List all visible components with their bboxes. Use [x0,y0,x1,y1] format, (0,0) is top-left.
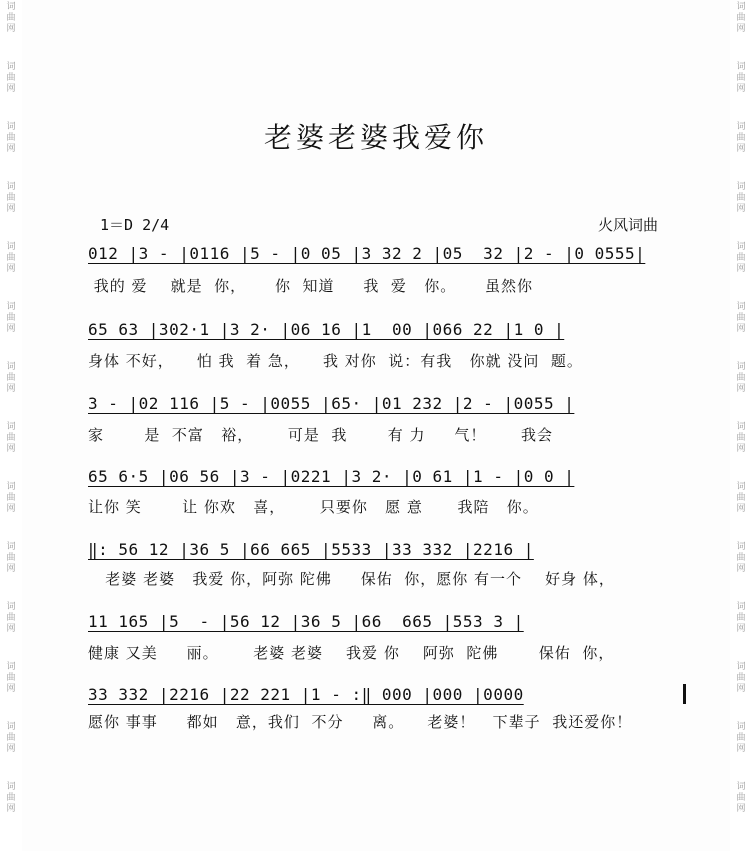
notation-line: 11 165 |5 - |56 12 |36 5 |66 665 |553 3 | [88,612,524,631]
notation-line: 012 |3 - |0116 |5 - |0 05 |3 32 2 |05 32 |2 - |0 0555| [88,244,646,263]
final-barline [683,684,686,704]
watermark-text: 词 曲 网 [6,662,16,694]
watermark-text: 词 曲 网 [736,662,746,694]
watermark-text: 词 曲 网 [6,242,16,274]
watermark-text: 词 曲 网 [736,122,746,154]
notation-line: ‖: 56 12 |36 5 |66 665 |5533 |33 332 |2216 | [88,540,534,559]
song-title: 老婆老婆我爱你 [263,121,488,154]
watermark-text: 词 曲 网 [736,182,746,214]
lyric-line: 愿你 事事 都如 意，我们 不分 离。 老婆！ 下辈子 我还爱你！ [88,713,633,731]
watermark-text: 词 曲 网 [6,422,16,454]
watermark-text: 词 曲 网 [736,422,746,454]
watermark-text: 词 曲 网 [6,122,16,154]
watermark-text: 词 曲 网 [736,722,746,754]
notation-line: 33 332 |2216 |22 221 |1 - :‖ 000 |000 |0000 [88,685,524,704]
watermark-text: 词 曲 网 [736,302,746,334]
notation-line: 3 - |02 116 |5 - |0055 |65· |01 232 |2 - |0055 | [88,394,575,413]
notation-line: 65 6·5 |06 56 |3 - |0221 |3 2· |0 61 |1 - |0 0 | [88,467,575,486]
watermark-text: 词 曲 网 [6,182,16,214]
watermark-text: 词 曲 网 [6,602,16,634]
lyric-line: 让你 笑 让 你欢 喜， 只要你 愿 意 我陪 你。 [88,498,539,516]
watermark-text: 词 曲 网 [736,362,746,394]
key-signature: 1＝D 2/4 [100,216,170,234]
lyric-line: 身体 不好， 怕 我 着 急， 我 对你 说：有我 你就 没问 题。 [88,352,583,370]
lyric-line: 家 是 不富 裕， 可是 我 有 力 气！ 我会 [88,426,553,444]
lyric-line: 健康 又美 丽。 老婆 老婆 我爱 你 阿弥 陀佛 保佑 你， [88,644,615,662]
notation-line: 65 63 |302·1 |3 2· |06 16 |1 00 |066 22 |1 0 | [88,320,565,339]
watermark-text: 词 曲 网 [6,482,16,514]
watermark-text: 词 曲 网 [736,482,746,514]
watermark-text: 词 曲 网 [6,782,16,814]
watermark-text: 词 曲 网 [6,302,16,334]
lyric-line: 老婆 老婆 我爱 你，阿弥 陀佛 保佑 你，愿你 有一个 好身 体， [88,570,615,588]
watermark-text: 词 曲 网 [6,542,16,574]
composer-credit: 火风词曲 [598,216,659,234]
watermark-text: 词 曲 网 [736,602,746,634]
watermark-text: 词 曲 网 [736,782,746,814]
watermark-text: 词 曲 网 [6,722,16,754]
watermark-text: 词 曲 网 [736,2,746,34]
watermark-text: 词 曲 网 [6,2,16,34]
watermark-text: 词 曲 网 [736,62,746,94]
lyric-line: 我的 爱 就是 你， 你 知道 我 爱 你。 虽然你 [88,277,534,295]
watermark-text: 词 曲 网 [736,242,746,274]
watermark-text: 词 曲 网 [6,62,16,94]
watermark-text: 词 曲 网 [6,362,16,394]
watermark-text: 词 曲 网 [736,542,746,574]
